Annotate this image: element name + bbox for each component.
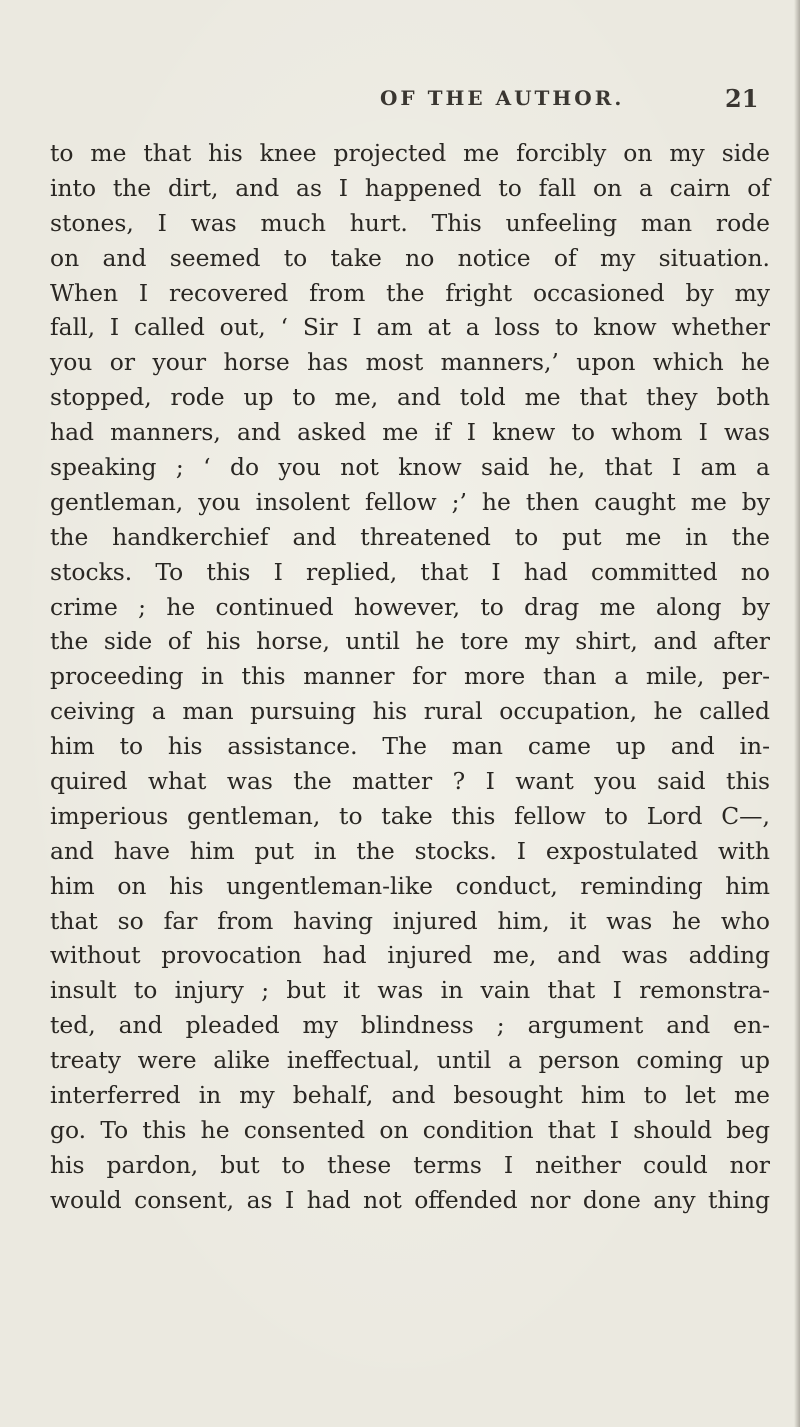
- text-line: on and seemed to take no notice of my situation.: [50, 243, 770, 272]
- text-line: speaking ; ‘ do you not know said he, that I am a: [50, 453, 770, 482]
- page-number: 21: [725, 84, 759, 113]
- text-line: into the dirt, and as I happened to fall on a cairn of: [50, 173, 770, 202]
- text-line: crime ; he continued however, to drag me along by: [50, 592, 770, 621]
- text-line: to me that his knee projected me forcibly on my side: [50, 139, 770, 167]
- text-line: the side of his horse, until he tore my shirt, and after: [50, 627, 770, 656]
- text-line: would consent, as I had not offended nor done any thing: [50, 1185, 770, 1214]
- text-line: ceiving a man pursuing his rural occupation, he called: [50, 697, 770, 726]
- text-line: that so far from having injured him, it was he who: [50, 906, 770, 935]
- text-line: go. To this he consented on condition that I should beg: [50, 1115, 770, 1144]
- text-line: imperious gentleman, to take this fellow to Lord C—,: [50, 801, 770, 830]
- text-line: without provocation had injured me, and was adding: [50, 941, 770, 970]
- page-edge-shadow: [794, 0, 800, 1427]
- page-header: [0, 86, 800, 116]
- text-line: and have him put in the stocks. I expostulated with: [50, 836, 770, 865]
- text-line: stocks. To this I replied, that I had committed no: [50, 557, 770, 586]
- text-line: him on his ungentleman-like conduct, reminding him: [50, 871, 770, 900]
- text-line: ted, and pleaded my blindness ; argument and en-: [50, 1011, 770, 1040]
- text-line: When I recovered from the fright occasioned by my: [50, 278, 770, 307]
- body-text: [50, 136, 770, 1218]
- text-line: interferred in my behalf, and besought him to let me: [50, 1081, 770, 1110]
- text-line: gentleman, you insolent fellow ;’ he then caught me by: [50, 487, 770, 516]
- text-line: stopped, rode up to me, and told me that they both: [50, 383, 770, 412]
- text-line: treaty were alike ineffectual, until a person coming up: [50, 1046, 770, 1075]
- text-line: fall, I called out, ‘ Sir I am at a loss to know whether: [50, 313, 770, 342]
- text-line: you or your horse has most manners,’ upon which he: [50, 348, 770, 377]
- text-line: stones, I was much hurt. This unfeeling man rode: [50, 208, 770, 237]
- text-line: him to his assistance. The man came up and in-: [50, 732, 770, 761]
- text-line: his pardon, but to these terms I neither could nor: [50, 1150, 770, 1179]
- text-line: quired what was the matter ? I want you said this: [50, 767, 770, 796]
- text-line: insult to injury ; but it was in vain that I remonstra-: [50, 976, 770, 1005]
- text-line: proceeding in this manner for more than a mile, per-: [50, 662, 770, 691]
- text-line: the handkerchief and threatened to put me in the: [50, 522, 770, 551]
- text-line: had manners, and asked me if I knew to whom I was: [50, 418, 770, 447]
- running-head: OF THE AUTHOR.: [380, 86, 625, 110]
